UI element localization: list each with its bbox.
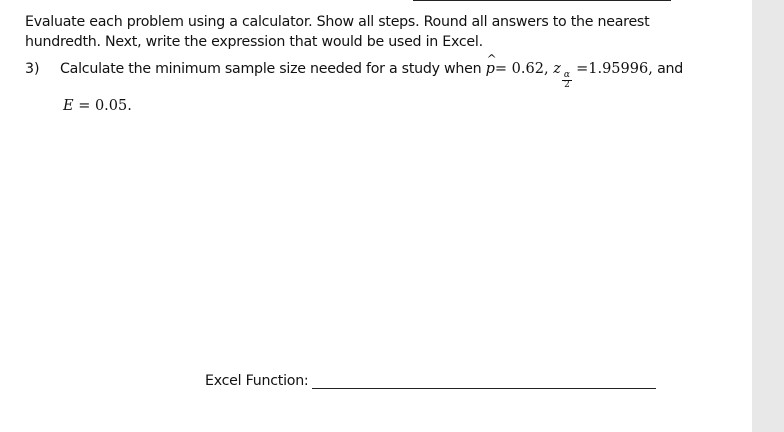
p-hat-symbol: ^ p [485,52,497,77]
z-value: =1.95996, [576,61,653,77]
and-word: and [657,61,684,77]
e-value: = 0.05. [78,98,132,114]
problem-number: 3) [25,61,40,77]
excel-function-label: Excel Function: [205,373,309,389]
p-hat-value: = 0.62, [494,61,549,77]
problem-statement [60,52,684,90]
p-hat-expression [485,52,554,77]
z-symbol: z [553,61,561,77]
e-symbol: E [63,98,74,114]
top-divider [413,0,671,1]
side-panel [752,0,784,432]
instructions-text: Evaluate each problem using a calculator. Show all steps. Round all answers to the nearest hundredth. Next, write the expression that would be used in Excel. [25,14,650,50]
problem-text: Calculate the minimum sample size needed for a study when [60,61,482,77]
excel-function-answer-line[interactable] [312,388,656,389]
z-subscript-fraction: $\frac{\alpha}{2}$ [562,71,572,90]
margin-of-error-expression [63,98,132,114]
